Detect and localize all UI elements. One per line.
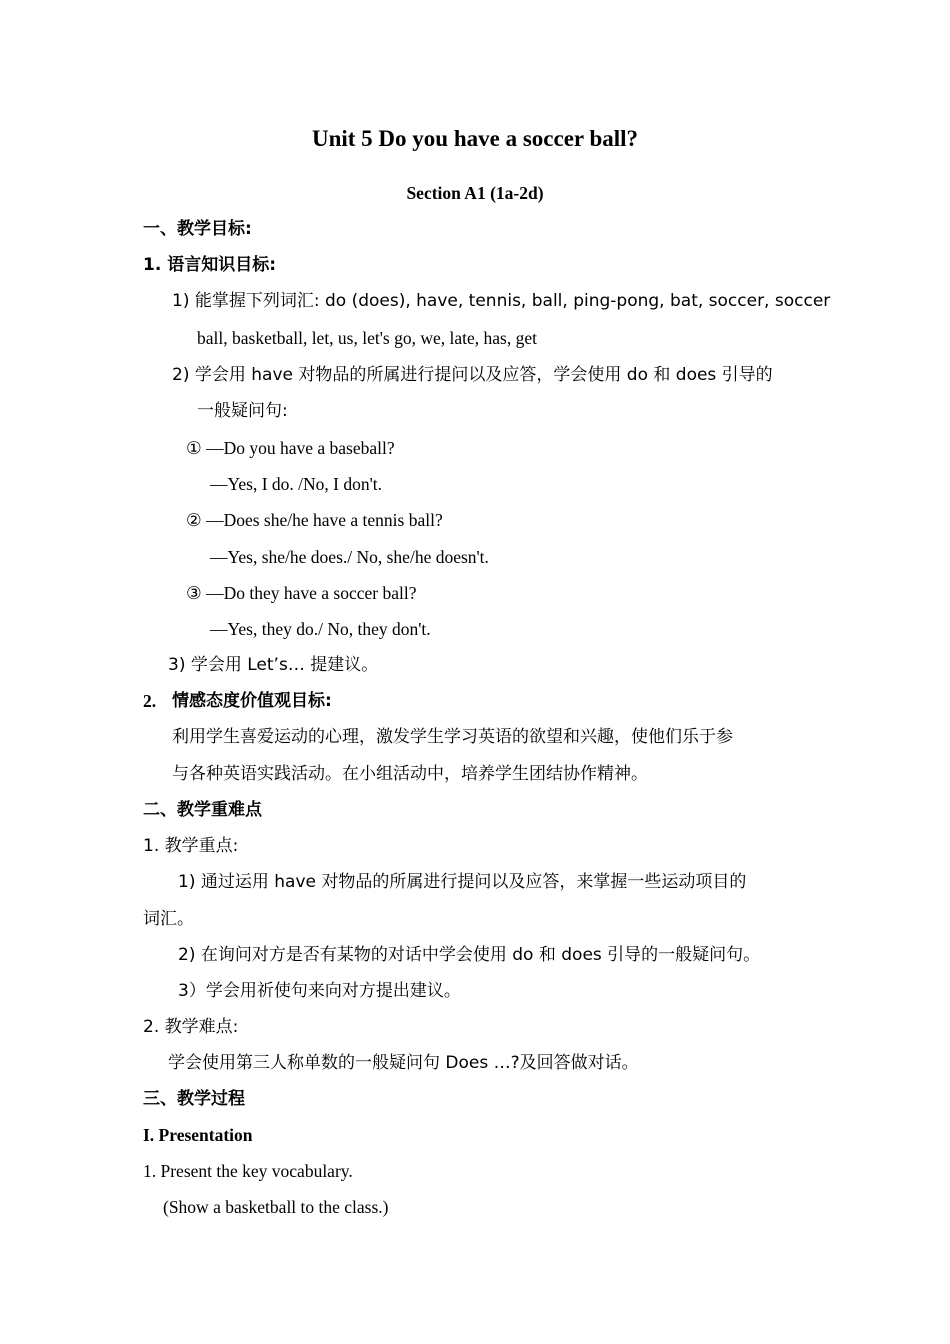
suggestion-item: 3) 学会用 Let’s… 提建议。 (168, 655, 379, 675)
subheading-key-focus: 1. 教学重点: (143, 836, 239, 856)
example-3-question: ③ —Do they have a soccer ball? (186, 583, 417, 603)
example-3-answer: —Yes, they do./ No, they don't. (210, 619, 431, 639)
subheading-emotion-number: 2. (143, 691, 157, 711)
example-1-answer: —Yes, I do. /No, I don't. (210, 474, 383, 494)
focus-item-1-line1: 1) 通过运用 have 对物品的所属进行提问以及应答，来掌握一些运动项目的 (178, 872, 747, 892)
grammar-item-line2: 一般疑问句: (197, 401, 288, 421)
heading-teaching-goals: 一、教学目标: (143, 219, 252, 239)
focus-item-3: 3）学会用祈使句来向对方提出建议。 (178, 981, 461, 1001)
grammar-item-line1: 2) 学会用 have 对物品的所属进行提问以及应答，学会使用 do 和 does 引导的 (172, 365, 773, 385)
emotion-text-line2: 与各种英语实践活动。在小组活动中，培养学生团结协作精神。 (172, 764, 648, 784)
example-2-answer: —Yes, she/he does./ No, she/he doesn't. (210, 547, 489, 567)
focus-item-2: 2) 在询问对方是否有某物的对话中学会使用 do 和 does 引导的一般疑问句。 (178, 945, 761, 965)
focus-item-1-line2: 词汇。 (143, 909, 194, 929)
subheading-emotion-goals: 情感态度价值观目标: (172, 691, 332, 711)
heading-key-points: 二、教学重难点 (143, 800, 262, 820)
page-title: Unit 5 Do you have a soccer ball? (311, 126, 639, 151)
subheading-language-goals: 1. 语言知识目标: (143, 255, 277, 275)
step-1: 1. Present the key vocabulary. (143, 1161, 353, 1181)
heading-teaching-process: 三、教学过程 (143, 1089, 245, 1109)
difficulty-item: 学会使用第三人称单数的一般疑问句 Does …?及回答做对话。 (168, 1053, 639, 1073)
example-2-question: ② —Does she/he have a tennis ball? (186, 510, 443, 530)
example-1-question: ① —Do you have a baseball? (186, 438, 395, 458)
part-presentation: I. Presentation (143, 1125, 253, 1145)
vocab-item-line2: ball, basketball, let, us, let's go, we, late, has, get (197, 328, 537, 348)
section-subtitle: Section A1 (1a-2d) (406, 183, 544, 203)
vocab-item-line1: 1) 能掌握下列词汇: do (does), have, tennis, ball, ping-pong, bat, soccer, soccer (172, 291, 831, 311)
subheading-difficulty: 2. 教学难点: (143, 1017, 239, 1037)
emotion-text-line1: 利用学生喜爱运动的心理，激发学生学习英语的欲望和兴趣，使他们乐于参 (172, 727, 733, 747)
step-1-note: (Show a basketball to the class.) (163, 1197, 389, 1217)
